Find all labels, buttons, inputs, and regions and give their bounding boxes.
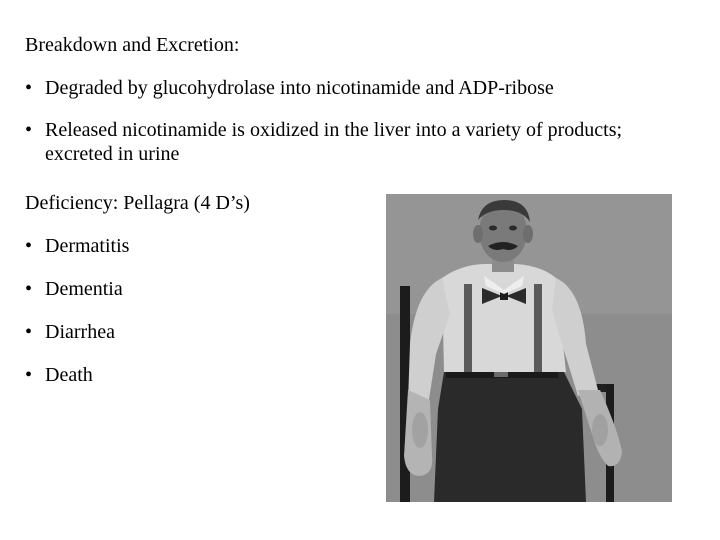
- bullet-glyph: •: [25, 119, 33, 141]
- list-item: [25, 277, 123, 301]
- pellagra-patient-photo: [386, 194, 672, 502]
- heading-breakdown: Breakdown and Excretion:: [25, 34, 240, 56]
- heading-deficiency: Deficiency: Pellagra (4 D’s): [25, 192, 250, 214]
- bullet-glyph: •: [25, 77, 33, 99]
- bullet-text: Death: [45, 364, 93, 386]
- list-item: [25, 76, 554, 100]
- bullet-glyph: •: [25, 235, 33, 257]
- bullet-text: Degraded by glucohydrolase into nicotinamide and ADP-ribose: [45, 77, 554, 99]
- list-item: [25, 363, 93, 387]
- list-item: [25, 118, 675, 166]
- bullet-glyph: •: [25, 364, 33, 386]
- bullet-text: Diarrhea: [45, 321, 115, 343]
- bullet-text: Dermatitis: [45, 235, 130, 257]
- list-item: [25, 234, 129, 258]
- bullet-text: Dementia: [45, 278, 123, 300]
- bullet-text: Released nicotinamide is oxidized in the liver into a variety of products; excreted in urine: [45, 119, 623, 165]
- bullet-glyph: •: [25, 321, 33, 343]
- list-item: [25, 320, 115, 344]
- bullet-glyph: •: [25, 278, 33, 300]
